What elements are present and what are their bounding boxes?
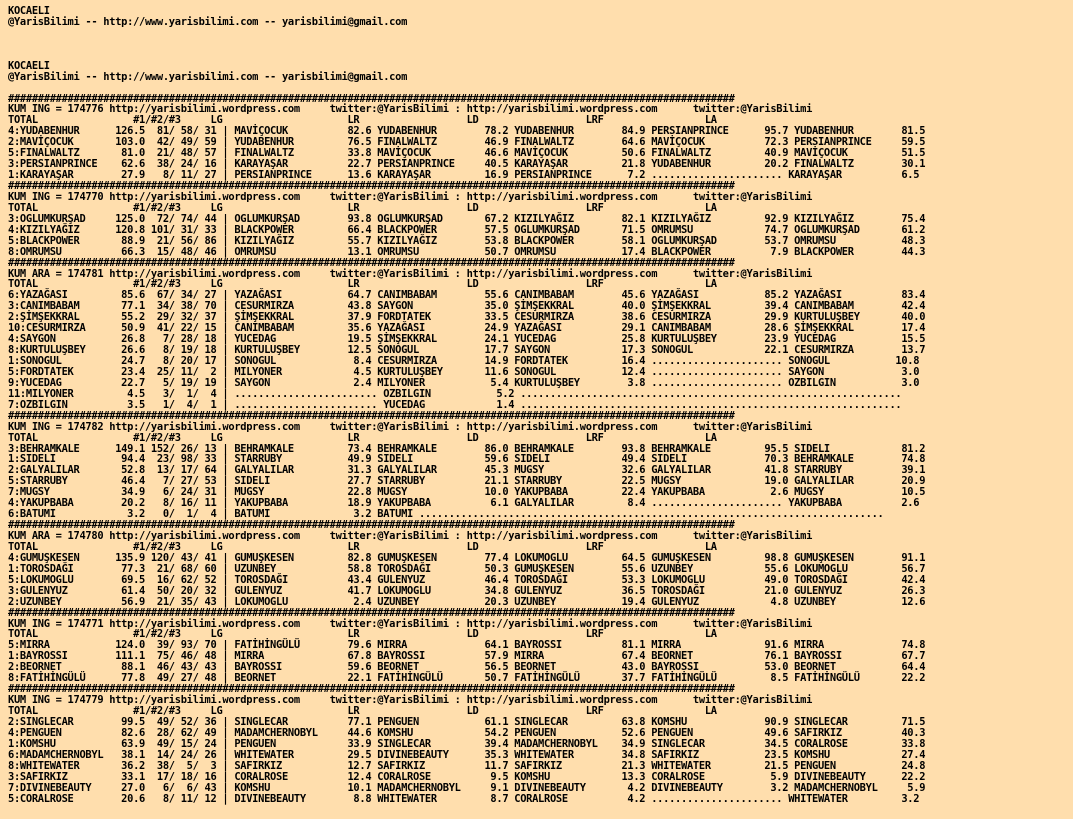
text-line: 5:BLACKPOWER 88.9 21/ 56/ 86 | KIZILYAĞIZ 55.7 KIZILYAĞIZ 53.8 BLACKPOWER 58.1 OGLUMKURŞAD 53.7 OMRUMSU 48.3 — [8, 234, 926, 247]
text-line: 7:OZBILGIN 3.5 1/ 4/ 1 | ........................ YUCEDAG 1.4 ................................................................ — [8, 398, 902, 411]
text-line: KOCAELI — [8, 59, 50, 72]
text-line: 6:MADAMCHERNOBYL 38.1 14/ 24/ 26 | WHITEWATER 29.5 DIVINEBEAUTY 35.3 WHITEWATER 34.8 SAFIRKIZ 23.5 KOMSHU 27.4 — [8, 748, 926, 761]
text-line: 8:FATİHİNGÜLÜ 77.8 49/ 27/ 48 | BEORNET 22.1 FATİHİNGÜLÜ 50.7 FATİHİNGÜLÜ 37.7 FATİHİNGÜLÜ 8.5 FATİHİNGÜLÜ 22.2 — [8, 672, 926, 685]
text-line: 4:GUMUŞKESEN 135.9 120/ 43/ 41 | GUMUŞKESEN 82.8 GUMUŞKESEN 77.4 LOKUMOGLU 64.5 GUMUŞKESEN 98.8 GUMUŞKESEN 91.1 — [8, 551, 926, 564]
text-line: 5:CORALROSE 20.6 8/ 11/ 12 | DIVINEBEAUTY 8.8 WHITEWATER 8.7 CORALROSE 4.2 ...................... WHITEWATER 3.2 — [8, 792, 920, 805]
text-line: 2:BEORNET 88.1 46/ 43/ 43 | BAYROSSI 59.6 BEORNET 56.5 BEORNET 43.0 BAYROSSI 53.0 BEORNET 64.4 — [8, 661, 926, 674]
text-line: TOTAL #1/#2/#3 LG LR LD LRF LA — [8, 201, 717, 214]
text-line: 2:UZUNBEY 56.9 21/ 35/ 43 | LOKUMOGLU 2.4 UZUNBEY 20.3 UZUNBEY 19.4 GULENYUZ 4.8 UZUNBEY 12.6 — [8, 595, 926, 608]
text-line: KUM ARA = 174780 http://yarisbilimi.wordpress.com twitter:@YarisBilimi : http://yarisbilimi.wordpress.com twitter:@YarisBilimi — [8, 530, 813, 542]
text-line: 1:TOROSDAĞI 77.3 21/ 68/ 60 | UZUNBEY 58.8 TOROSDAĞI 50.3 GUMUŞKESEN 55.6 UZUNBEY 55.6 LOKUMOGLU 56.7 — [8, 562, 926, 575]
text-line: 9:YUCEDAG 22.7 5/ 19/ 19 | SAYGON 2.4 MILYONER 5.4 KURTULUŞBEY 3.8 ...................... OZBILGIN 3.0 — [8, 376, 920, 389]
text-line: 1:KOMSHU 63.9 49/ 15/ 24 | PENGUEN 33.9 SINGLECAR 39.4 MADAMCHERNOBYL 34.9 SINGLECAR 34.5 CORALROSE 33.8 — [8, 737, 926, 750]
text-line: 3:PERSIANPRINCE 62.6 38/ 24/ 16 | KARAYAŞAR 22.7 PERSIANPRINCE 40.5 KARAYAŞAR 21.8 YUDABENHUR 20.2 FINALWALTZ 30.1 — [8, 158, 926, 171]
text-line: 6:BATUMI 3.2 0/ 1/ 4 | BATUMI 3.2 BATUMI .............................................................................. — [8, 508, 884, 521]
text-line: TOTAL #1/#2/#3 LG LR LD LRF LA — [8, 114, 717, 127]
text-line: KUM ING = 174776 http://yarisbilimi.wordpress.com twitter:@YarisBilimi : http://yarisbilimi.wordpress.com twitter:@YarisBilimi — [8, 103, 813, 116]
text-line: 1:BAYROSSI 111.1 75/ 46/ 48 | MIRRA 67.8 BAYROSSI 57.9 MIRRA 67.4 BEORNET 76.1 BAYROSSI 67.7 — [8, 650, 926, 663]
text-line: 7:DIVINEBEAUTY 27.0 6/ 6/ 43 | KOMSHU 10.1 MADAMCHERNOBYL 9.1 DIVINEBEAUTY 4.2 DIVINEBEAUTY 3.2 MADAMCHERNOBYL 5.9 — [8, 781, 926, 794]
text-line: 2:MAVİÇOCUK 103.0 42/ 49/ 59 | YUDABENHUR 76.5 FINALWALTZ 46.9 FINALWALTZ 64.6 MAVİÇOCUK 72.3 PERSIANPRINCE 59.5 — [8, 136, 926, 149]
text-line: 1:SIDELI 94.4 23/ 98/ 33 | STARRUBY 49.9 SIDELI 59.6 SIDELI 49.4 SIDELI 70.3 BEHRAMKALE 74.8 — [8, 453, 926, 466]
text-line: 3:GULENYUZ 61.4 50/ 20/ 32 | GULENYUZ 41.7 LOKUMOGLU 34.8 GULENYUZ 36.5 TOROSDAĞI 21.0 GULENYUZ 26.3 — [8, 584, 926, 597]
text-line: 5:LOKUMOGLU 69.5 16/ 62/ 52 | TOROSDAĞI 43.4 GULENYUZ 46.4 TOROSDAĞI 53.3 LOKUMOGLU 49.0 TOROSDAĞI 42.4 — [8, 573, 926, 586]
text-line: KUM ING = 174782 http://yarisbilimi.wordpress.com twitter:@YarisBilimi : http://yarisbilimi.wordpress.com twitter:@YarisBilimi — [8, 420, 813, 433]
text-line: 6:YAZAĞASI 85.6 67/ 34/ 27 | YAZAĞASI 64.7 CANIMBABAM 55.6 CANIMBABAM 45.6 YAZAĞASI 85.2 YAZAĞASI 83.4 — [8, 289, 926, 302]
text-line: 1:SONOGUL 24.7 8/ 20/ 17 | SONOGUL 8.4 CESURMIRZA 14.9 FORDTATEK 16.4 ...................... SONOGUL 10.8 — [8, 355, 920, 367]
text-line: 2:ŞİMŞEKKRAL 55.2 29/ 32/ 37 | ŞİMŞEKKRAL 37.9 FORDTATEK 33.5 CESURMIRZA 38.6 CESURMIRZA 29.9 KURTULUŞBEY 40.0 — [8, 311, 926, 324]
race-report-text — [8, 6, 925, 804]
text-line: ########################################################################################################################## — [8, 409, 735, 422]
text-line: 4:YUDABENHUR 126.5 81/ 58/ 31 | MAVİÇOCUK 82.6 YUDABENHUR 78.2 YUDABENHUR 84.9 PERSIANPRINCE 95.7 YUDABENHUR 81.5 — [8, 125, 926, 138]
text-line: KUM ING = 174771 http://yarisbilimi.wordpress.com twitter:@YarisBilimi : http://yarisbilimi.wordpress.com twitter:@YarisBilimi — [8, 617, 813, 630]
text-line: 4:KIZILYAĞIZ 120.8 101/ 31/ 33 | BLACKPOWER 66.4 BLACKPOWER 57.5 OGLUMKURŞAD 71.5 OMRUMSU 74.7 OGLUMKURŞAD 61.2 — [8, 223, 926, 236]
text-line: 8:WHITEWATER 36.2 38/ 5/ 3 | SAFIRKIZ 12.7 SAFIRKIZ 11.7 SAFIRKIZ 21.3 WHITEWATER 21.5 PENGUEN 24.8 — [8, 759, 926, 772]
text-line — [8, 83, 925, 94]
text-line — [8, 39, 925, 50]
text-line: KUM ARA = 174781 http://yarisbilimi.wordpress.com twitter:@YarisBilimi : http://yarisbilimi.wordpress.com twitter:@YarisBilimi — [8, 267, 813, 280]
text-line: KUM ING = 174770 http://yarisbilimi.wordpress.com twitter:@YarisBilimi : http://yarisbilimi.wordpress.com twitter:@YarisBilimi — [8, 190, 813, 203]
text-line: 1:KARAYAŞAR 27.9 8/ 11/ 27 | PERSIANPRINCE 13.6 KARAYAŞAR 16.9 PERSIANPRINCE 7.2 ...................... KARAYAŞAR 6.5 — [8, 169, 920, 182]
text-line: ########################################################################################################################## — [8, 683, 735, 696]
text-line: 4:SAYGON 26.8 7/ 28/ 18 | YUCEDAG 19.5 ŞİMŞEKKRAL 24.1 YUCEDAG 25.8 KURTULUŞBEY 23.9 YUCEDAG 15.5 — [8, 333, 926, 346]
text-line: 3:SAFIRKIZ 33.1 17/ 18/ 16 | CORALROSE 12.4 CORALROSE 9.5 KOMSHU 13.3 CORALROSE 5.9 DIVINEBEAUTY 22.2 — [8, 770, 926, 783]
text-line: 3:CANIMBABAM 77.1 34/ 38/ 70 | CESURMIRZA 43.8 SAYGON 35.0 ŞİMŞEKKRAL 40.0 ŞİMŞEKKRAL 39.4 CANIMBABAM 42.4 — [8, 300, 926, 313]
text-line: 8:OMRUMSU 66.3 15/ 48/ 46 | OMRUMSU 13.1 OMRUMSU 50.7 OMRUMSU 17.4 BLACKPOWER 7.9 BLACKPOWER 44.3 — [8, 245, 926, 258]
text-line: 10:CESURMIRZA 50.9 41/ 22/ 15 | CANIMBABAM 35.6 YAZAĞASI 24.9 YAZAĞASI 29.1 CANIMBABAM 28.6 ŞİMŞEKKRAL 17.4 — [8, 322, 926, 335]
text-line: TOTAL #1/#2/#3 LG LR LD LRF LA — [8, 278, 717, 291]
text-line: 8:KURTULUŞBEY 26.6 8/ 19/ 18 | KURTULUŞBEY 12.5 SONOGUL 17.7 SAYGON 17.3 SONOGUL 22.1 CESURMIRZA 13.7 — [8, 344, 926, 357]
text-line: TOTAL #1/#2/#3 LG LR LD LRF LA — [8, 431, 717, 444]
text-line — [8, 28, 925, 39]
text-line: 11:MILYONER 4.5 3/ 1/ 4 | ........................ OZBILGIN 5.2 ................................................................ — [8, 387, 902, 400]
text-line: ########################################################################################################################## — [8, 519, 735, 532]
text-line: 3:OGLUMKURŞAD 125.0 72/ 74/ 44 | OGLUMKURŞAD 93.8 OGLUMKURŞAD 67.2 KIZILYAĞIZ 82.1 KIZILYAĞIZ 92.9 KIZILYAĞIZ 75.4 — [8, 212, 926, 225]
text-line: ########################################################################################################################## — [8, 180, 735, 192]
text-line: @YarisBilimi -- http://www.yarisbilimi.com -- yarisbilimi@gmail.com — [8, 15, 408, 28]
text-line: 2:SINGLECAR 99.5 49/ 52/ 36 | SINGLECAR 77.1 PENGUEN 61.1 SINGLECAR 63.8 KOMSHU 90.9 SINGLECAR 71.5 — [8, 715, 926, 728]
text-line: 7:MUGSY 34.9 6/ 24/ 31 | MUGSY 22.8 MUGSY 10.0 YAKUPBABA 22.4 YAKUPBABA 2.6 MUGSY 10.5 — [8, 486, 926, 499]
text-line: ########################################################################################################################## — [8, 92, 735, 105]
text-line: ########################################################################################################################## — [8, 256, 735, 269]
text-line: 5:STARRUBY 46.4 7/ 27/ 53 | SIDELI 27.7 STARRUBY 21.1 STARRUBY 22.5 MUGSY 19.0 GALYALILAR 20.9 — [8, 475, 926, 488]
text-line: TOTAL #1/#2/#3 LG LR LD LRF LA — [8, 628, 717, 641]
text-line: 5:FINALWALTZ 81.0 21/ 48/ 57 | FINALWALTZ 33.8 MAVİÇOCUK 46.6 MAVİÇOCUK 50.6 FINALWALTZ 40.9 MAVİÇOCUK 51.5 — [8, 147, 926, 160]
text-line: 2:GALYALILAR 52.8 13/ 17/ 64 | GALYALILAR 31.3 GALYALILAR 45.3 MUGSY 32.6 GALYALILAR 41.8 STARRUBY 39.1 — [8, 464, 926, 477]
text-line: 5:MIRRA 124.0 39/ 93/ 70 | FATİHİNGÜLÜ 79.6 MIRRA 64.1 BAYROSSI 81.1 MIRRA 91.6 MIRRA 74.8 — [8, 639, 926, 652]
text-line: 4:YAKUPBABA 20.2 8/ 16/ 11 | YAKUPBABA 18.9 YAKUPBABA 6.1 GALYALILAR 8.4 ...................... YAKUPBABA 2.6 — [8, 497, 920, 510]
text-line — [8, 50, 925, 61]
text-line: TOTAL #1/#2/#3 LG LR LD LRF LA — [8, 540, 717, 553]
text-line: 4:PENGUEN 82.6 28/ 62/ 49 | MADAMCHERNOBYL 44.6 KOMSHU 54.2 PENGUEN 52.6 PENGUEN 49.6 SAFIRKIZ 40.3 — [8, 726, 926, 739]
text-line: 5:FORDTATEK 23.4 25/ 11/ 2 | MILYONER 4.5 KURTULUŞBEY 11.6 SONOGUL 12.4 ...................... SAYGON 3.0 — [8, 365, 920, 378]
text-line: @YarisBilimi -- http://www.yarisbilimi.com -- yarisbilimi@gmail.com — [8, 70, 408, 83]
text-line: 3:BEHRAMKALE 149.1 152/ 26/ 13 | BEHRAMKALE 73.4 BEHRAMKALE 86.0 BEHRAMKALE 93.8 BEHRAMKALE 95.5 SIDELI 81.2 — [8, 442, 926, 455]
text-line: KOCAELI — [8, 5, 50, 17]
text-line: TOTAL #1/#2/#3 LG LR LD LRF LA — [8, 705, 717, 717]
text-line: ########################################################################################################################## — [8, 606, 735, 619]
text-line: KUM ING = 174779 http://yarisbilimi.wordpress.com twitter:@YarisBilimi : http://yarisbilimi.wordpress.com twitter:@YarisBilimi — [8, 694, 813, 707]
